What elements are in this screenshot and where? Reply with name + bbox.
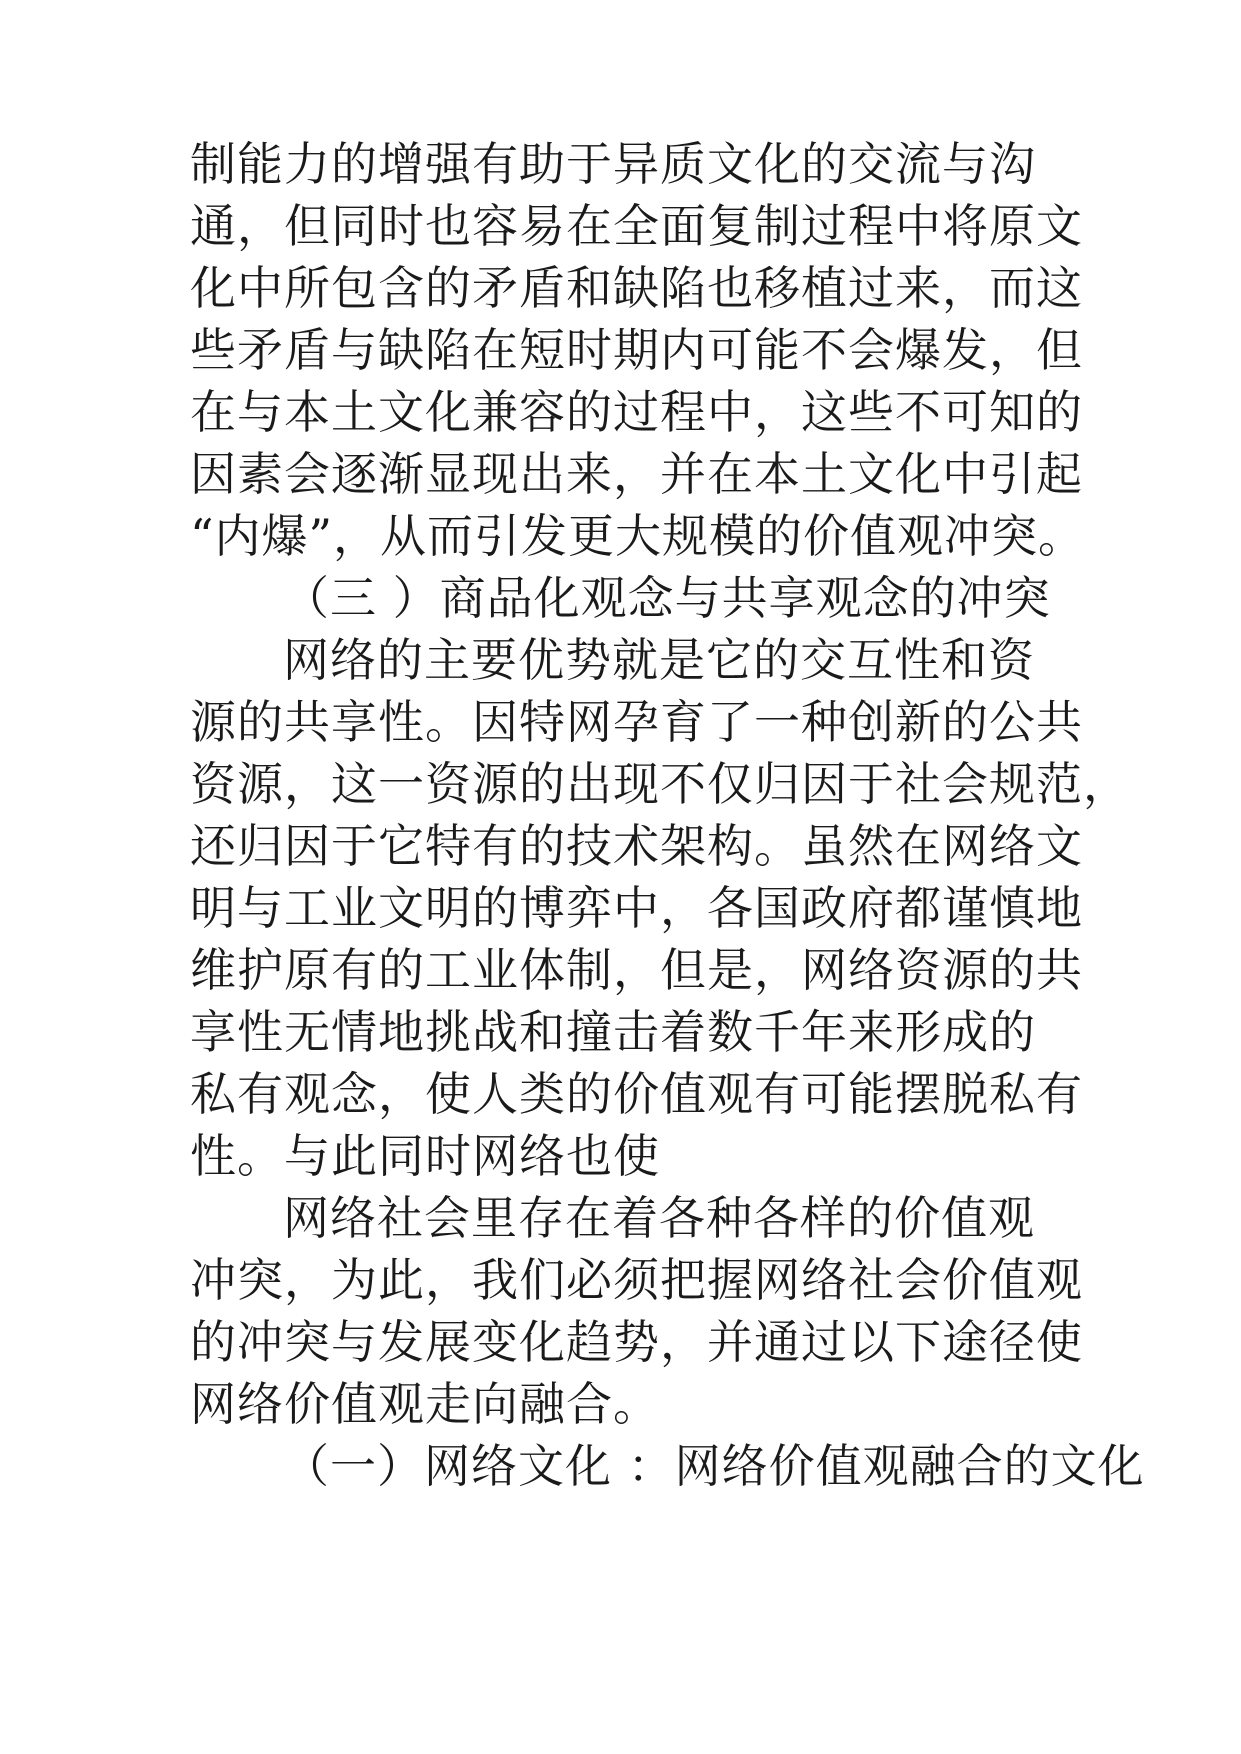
paragraph-line: 网络社会里存在着各种各样的价值观 <box>283 1191 1035 1245</box>
paragraph-line: 网络的主要优势就是它的交互性和资 <box>283 633 1035 687</box>
section-heading: （一）网络文化 ：网络价值观融合的文化 <box>283 1439 1145 1493</box>
paragraph-line: 在与本土文化兼容的过程中，这些不可知的 <box>190 385 1083 439</box>
paragraph-line: 性。与此同时网络也使 <box>190 1129 660 1183</box>
paragraph-line: 私有观念，使人类的价值观有可能摆脱私有 <box>190 1067 1083 1121</box>
paragraph-line: 化中所包含的矛盾和缺陷也移植过来，而这 <box>190 261 1083 315</box>
paragraph-line: 维护原有的工业体制，但是，网络资源的共 <box>190 943 1083 997</box>
paragraph-line: 资源，这一资源的出现不仅归因于社会规范， <box>190 757 1130 811</box>
paragraph-line: 因素会逐渐显现出来，并在本土文化中引起 <box>190 447 1083 501</box>
paragraph-line: 些矛盾与缺陷在短时期内可能不会爆发，但 <box>190 323 1083 377</box>
paragraph-line: 还归因于它特有的技术架构。虽然在网络文 <box>190 819 1083 873</box>
paragraph-line: 的冲突与发展变化趋势，并通过以下途径使 <box>190 1315 1083 1369</box>
section-heading: （三 ）商品化观念与共享观念的冲突 <box>283 571 1051 625</box>
paragraph-line: 源的共享性。因特网孕育了一种创新的公共 <box>190 695 1083 749</box>
paragraph-line: 制能力的增强有助于异质文化的交流与沟 <box>190 137 1036 191</box>
paragraph-line: 明与工业文明的博弈中，各国政府都谨慎地 <box>190 881 1083 935</box>
paragraph-line: 通，但同时也容易在全面复制过程中将原文 <box>190 199 1083 253</box>
paragraph-line: 网络价值观走向融合。 <box>190 1377 660 1431</box>
paragraph-line: “内爆”，从而引发更大规模的价值观冲突。 <box>190 509 1086 563</box>
paragraph-line: 冲突，为此，我们必须把握网络社会价值观 <box>190 1253 1083 1307</box>
paragraph-line: 享性无情地挑战和撞击着数千年来形成的 <box>190 1005 1036 1059</box>
